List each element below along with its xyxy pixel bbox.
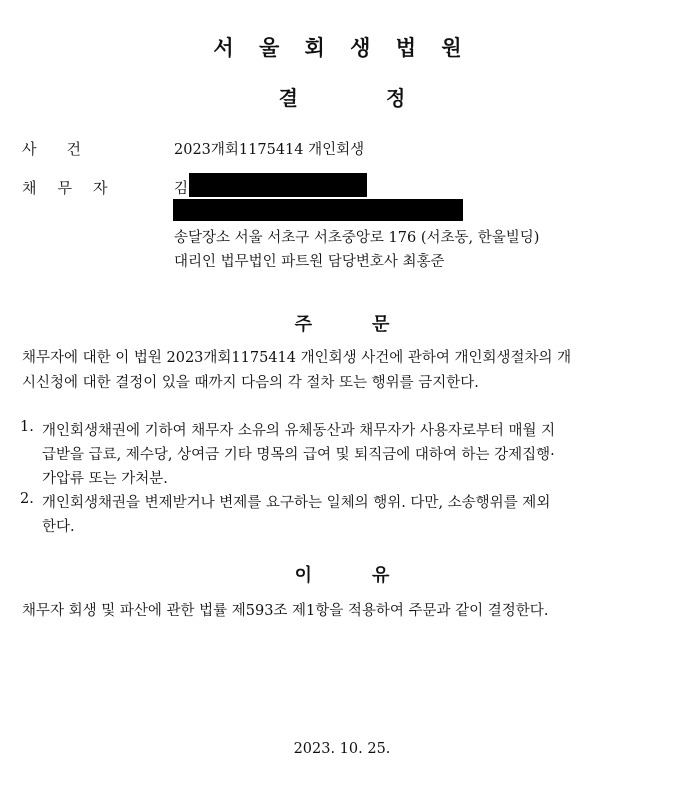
reason-heading-char-1: 이	[294, 565, 312, 586]
debtor-label: 채무자	[22, 179, 129, 197]
order-item-1-line-1: 개인회생채권에 기하여 채무자 소유의 유체동산과 채무자가 사용자로부터 매월 지	[42, 423, 556, 439]
order-intro-line-1: 채무자에 대한 이 법원 2023개회1175414 개인회생 사건에 관하여 개인회생절차의 개	[22, 350, 572, 366]
order-item-2-line-1: 개인회생채권을 변제받거나 변제를 요구하는 일체의 행위. 다만, 소송행위를 제외	[42, 495, 551, 511]
order-item-1-line-3: 가압류 또는 가처분.	[42, 471, 168, 487]
reason-heading-char-2: 유	[372, 565, 390, 586]
reason-text: 채무자 회생 및 파산에 관한 법률 제593조 제1항을 적용하여 주문과 같이 결정한다.	[22, 603, 549, 619]
debtor-name: 김	[174, 181, 189, 197]
redaction-bar-address	[173, 199, 463, 221]
document-type-title	[0, 82, 684, 111]
order-heading-char-2: 문	[372, 314, 390, 335]
service-address: 송달장소 서울 서초구 서초중앙로 176 (서초동, 한울빌딩)	[174, 230, 540, 246]
court-name: 서 울 회 생 법 원	[213, 36, 471, 60]
order-item-2-number: 2.	[20, 491, 34, 507]
case-number: 2023개회1175414 개인회생	[174, 142, 365, 158]
decision-date: 2023. 10. 25.	[293, 741, 391, 757]
document-type-char-1: 결	[278, 86, 298, 110]
reason-heading	[0, 561, 684, 587]
legal-agent: 대리인 법무법인 파트원 담당변호사 최홍준	[174, 254, 445, 270]
document-type-char-2: 정	[386, 86, 406, 110]
order-item-1-line-2: 급받을 급료, 제수당, 상여금 기타 명목의 급여 및 퇴직금에 대하여 하는 강제집행·	[42, 447, 555, 463]
order-heading	[0, 310, 684, 336]
order-heading-char-1: 주	[294, 314, 312, 335]
order-item-2-line-2: 한다.	[42, 519, 75, 535]
order-intro-line-2: 시신청에 대한 결정이 있을 때까지 다음의 각 절차 또는 행위를 금지한다.	[22, 375, 479, 391]
order-item-1-number: 1.	[20, 419, 34, 435]
case-label: 사건	[22, 140, 111, 158]
redaction-bar-name	[189, 173, 367, 197]
